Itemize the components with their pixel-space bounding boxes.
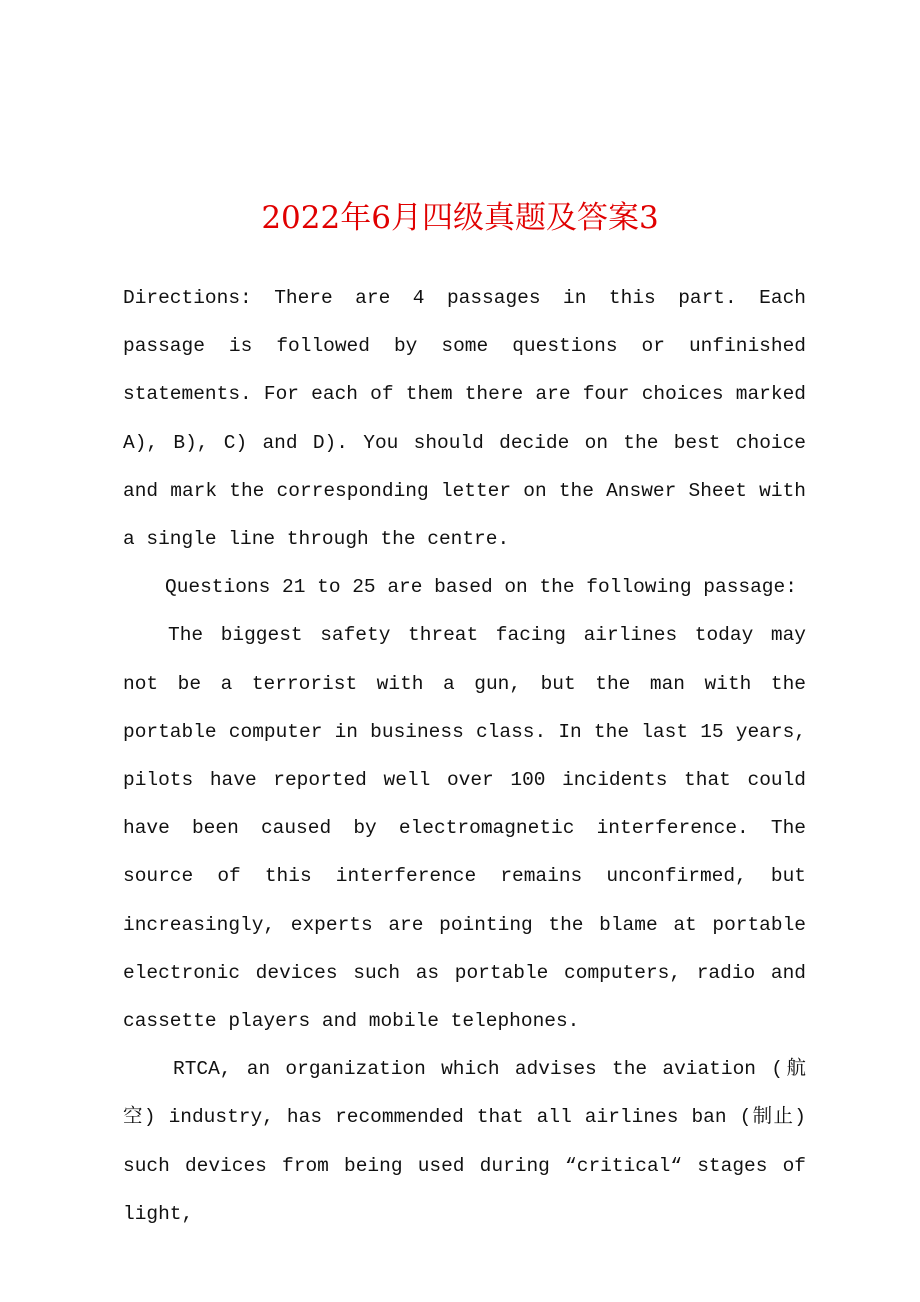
directions-paragraph: Directions: There are 4 passages in this part. Each passage is followed by some questions or unfinished statements. For each of them there are four choices marked A), B), C) and D). You should decide on the best choice and mark the corresponding letter on the Answer Sheet with a single line through the centre. [123,287,806,551]
passage-paragraph: RTCA, an organization which advises the aviation (航空) industry, has recommended that all airlines ban (制止) such devices from being used during “critical“ stages of light, [123,1058,806,1225]
document-title: 2022年6月四级真题及答案3 [261,200,659,236]
passage-paragraph: The biggest safety threat facing airlines today may not be a terrorist with a gun, but the man with the portable computer in business class. In the last 15 years, pilots have reported well over 100 incidents that could have been caused by electromagnetic interference. The source of this interference remains unconfirmed, but increasingly, experts are pointing the blame at portable electronic devices such as portable computers, radio and cassette players and mobile telephones. [123,624,806,1033]
questions-intro-paragraph: Questions 21 to 25 are based on the following passage: [165,576,797,599]
document-body [123,274,806,1238]
